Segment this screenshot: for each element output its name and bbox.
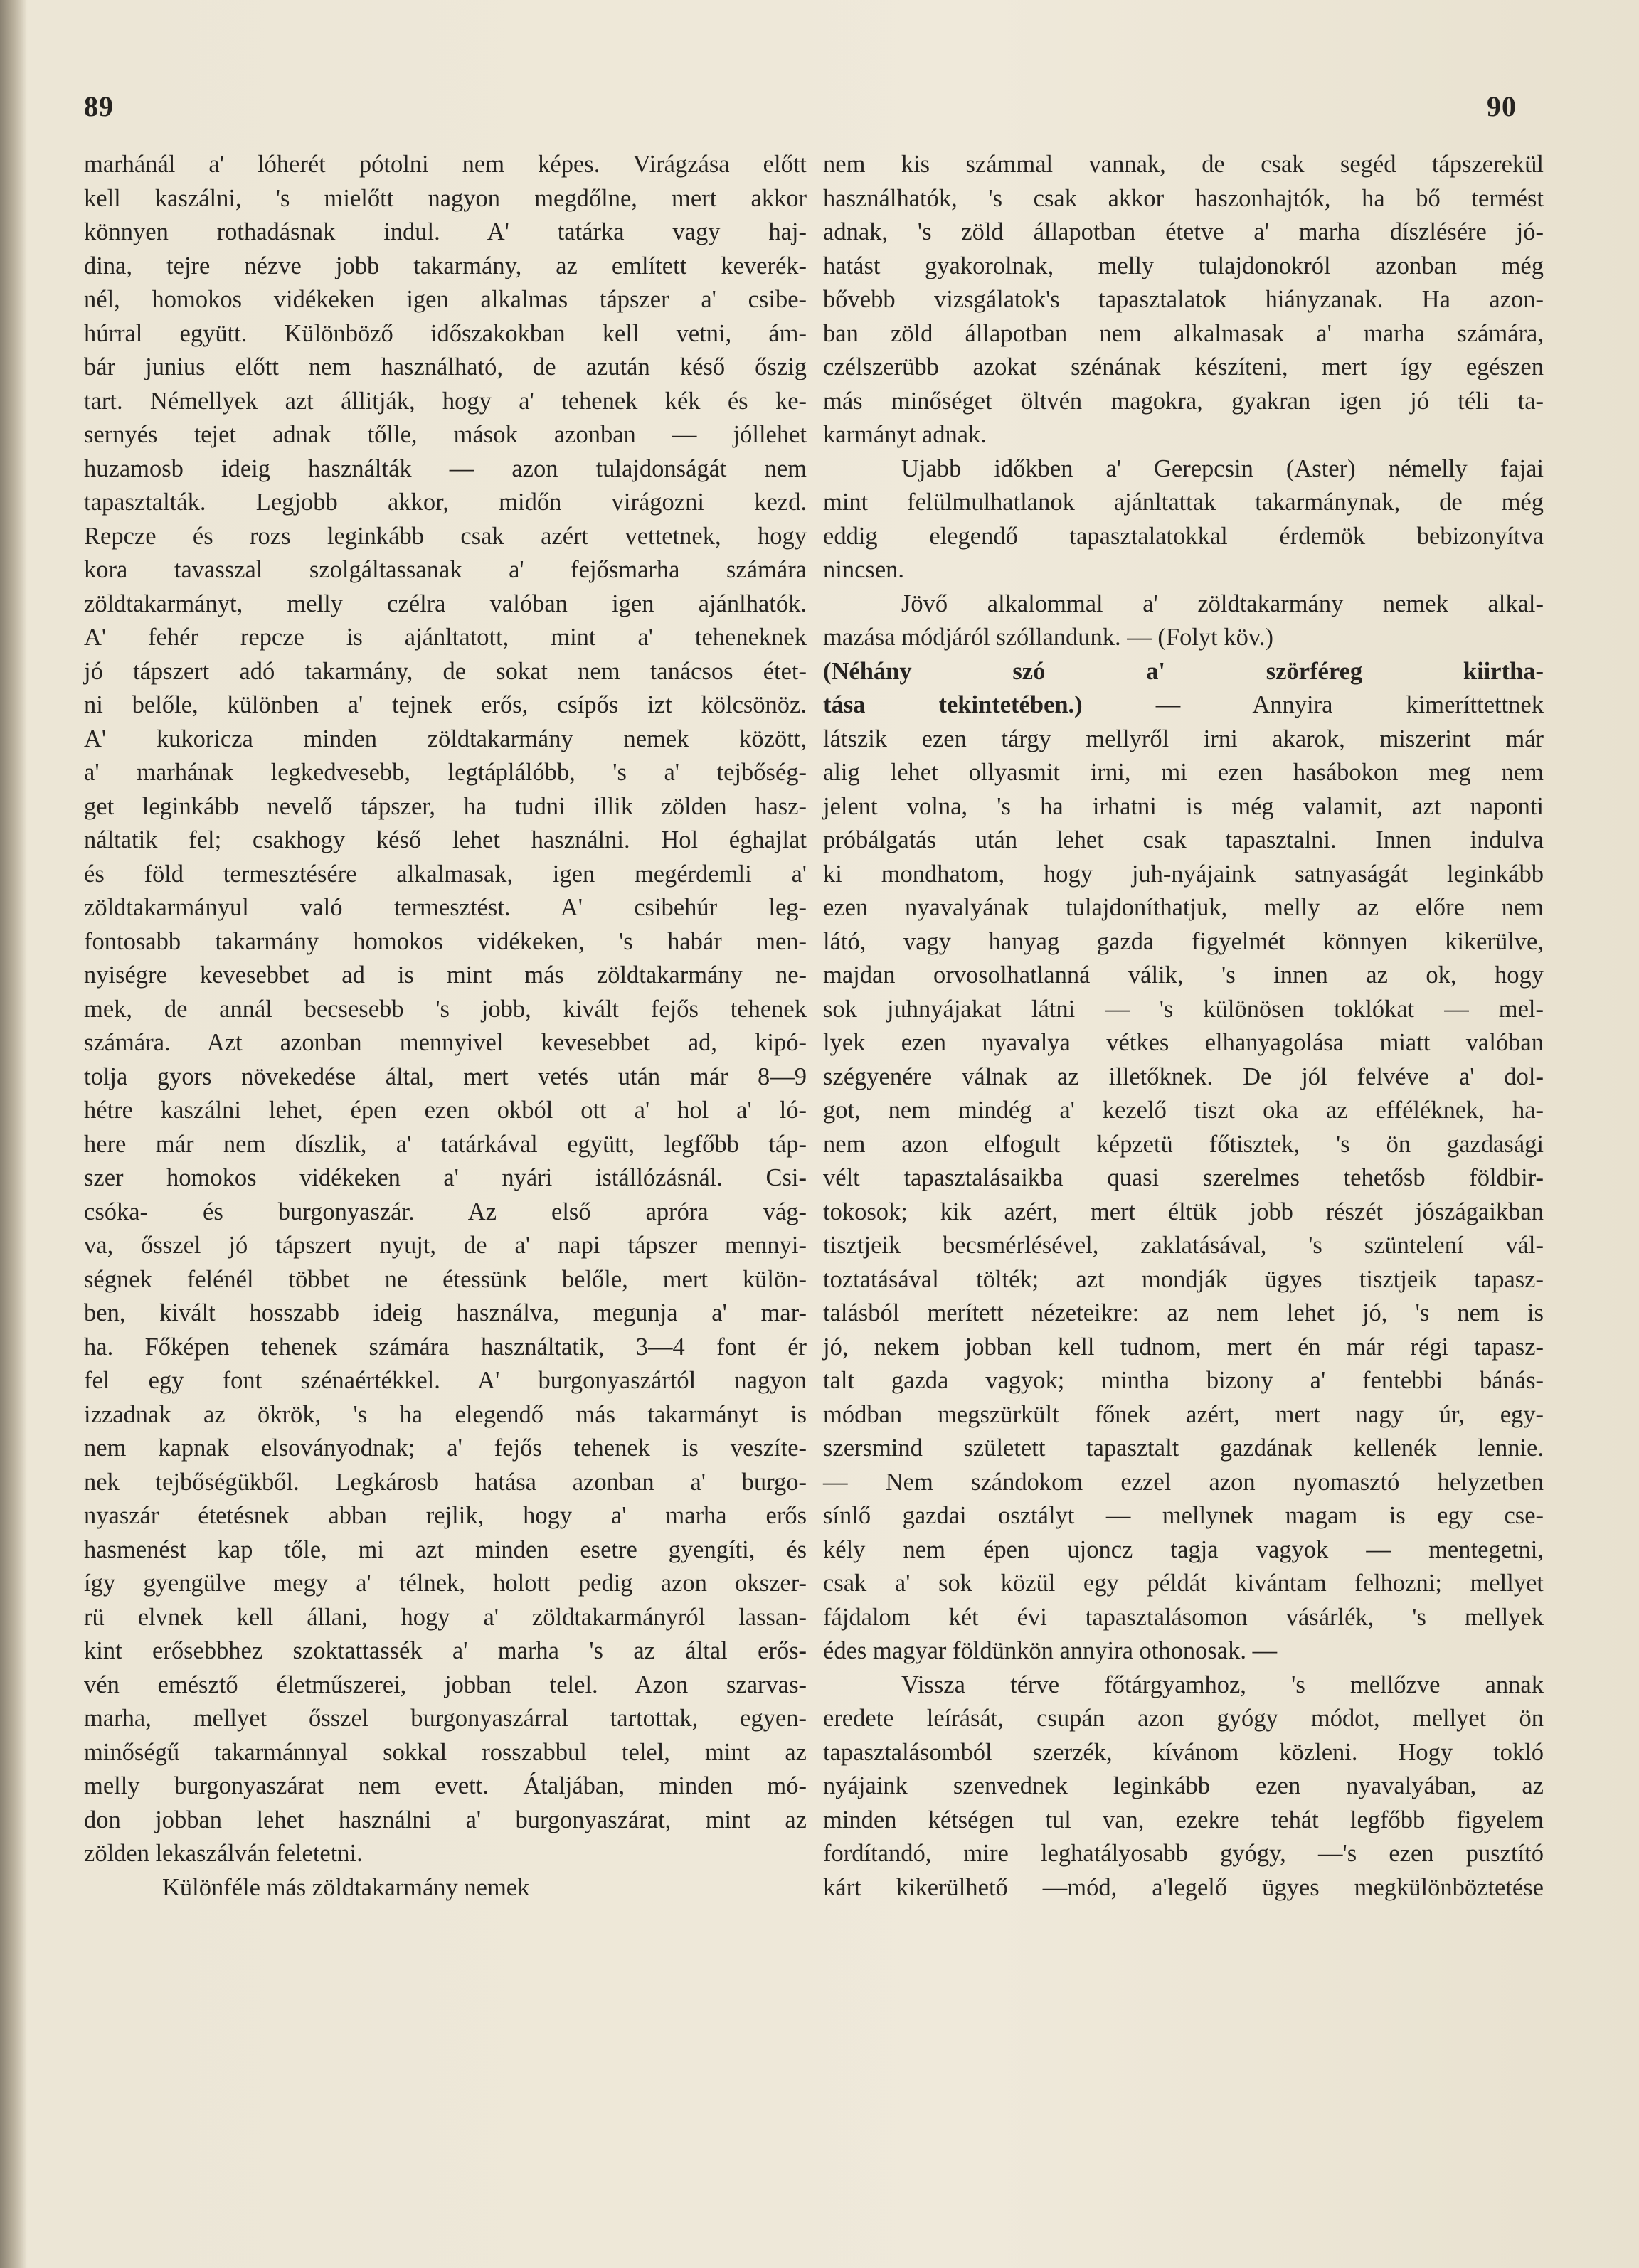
text-line: czélszerübb azokat szénának készíteni, mert így egészen — [823, 353, 1544, 380]
text-line: mint felülmulhatlanok ajánltattak takarmánynak, de még — [823, 489, 1544, 516]
text-line: dina, tejre nézve jobb takarmány, az említett keverék- — [84, 252, 807, 279]
text-line: nyájaink szenvednek leginkább ezen nyavalyában, az — [823, 1772, 1544, 1799]
text-line: Vissza térve főtárgyamhoz, 's mellőzve annak — [901, 1671, 1544, 1698]
text-line: talt gazda vagyok; mintha bizony a' fentebbi bánás- — [823, 1367, 1544, 1394]
text-line: hatást gyakorolnak, melly tulajdonokról azonban még — [823, 252, 1544, 279]
text-line: zöldtakarmányt, melly czélra valóban igen ajánlhatók. — [84, 590, 807, 617]
text-line: nél, homokos vidékeken igen alkalmas tápszer a' csibe- — [84, 286, 807, 313]
text-line: nem azon elfogult képzetü főtisztek, 's ön gazdasági — [823, 1130, 1544, 1158]
text-line: a' marhának legkedvesebb, legtáplálóbb, 's a' tejbőség- — [84, 759, 807, 786]
text-line: A' fehér repcze is ajánltatott, mint a' teheneknek — [84, 624, 807, 651]
text-line: tása tekintetében.) — Annyira kimeríttettnek — [823, 691, 1544, 718]
text-line: kell kaszálni, 's mielőtt nagyon megdőlne, mert akkor — [84, 184, 807, 212]
text-line: vén emésztő életműszerei, jobban telel. Azon szarvas- — [84, 1671, 807, 1698]
text-line: nyiségre kevesebbet ad is mint más zöldtakarmány ne- — [84, 962, 807, 989]
text-line: szersmind született tapasztalt gazdának kellenék lennie. — [823, 1434, 1544, 1462]
text-line: fel egy font szénaértékkel. A' burgonyaszártól nagyon — [84, 1367, 807, 1394]
text-line: Repcze és rozs leginkább csak azért vettetnek, hogy — [84, 522, 807, 550]
text-line: tapasztalták. Legjobb akkor, midőn virágozni kezd. — [84, 489, 807, 516]
text-line: ségnek felénél többet ne étessünk belőle, mert külön- — [84, 1265, 807, 1293]
text-line: huzamosb ideig használták — azon tulajdonságát nem — [84, 454, 807, 482]
text-line: jelent volna, 's ha irhatni is még valamit, azt naponti — [823, 792, 1544, 820]
text-line: számára. Azt azonban mennyivel kevesebbet ad, kipó- — [84, 1029, 807, 1056]
text-line: marhánál a' lóherét pótolni nem képes. Virágzása előtt — [84, 151, 807, 178]
text-line: Különféle más zöldtakarmány nemek — [162, 1873, 530, 1901]
text-line: eredete leírását, csupán azon gyógy módot, mellyet ön — [823, 1705, 1544, 1732]
text-line: — Nem szándokom ezzel azon nyomasztó helyzetben — [823, 1468, 1544, 1496]
article-heading: tása tekintetében.) — [823, 691, 1083, 718]
text-line: így gyengülve megy a' télnek, holott pedig azon okszer- — [84, 1570, 807, 1597]
binding-shadow — [0, 0, 27, 2268]
text-line: A' kukoricza minden zöldtakarmány nemek között, — [84, 725, 807, 752]
text-line: minden kétségen tul van, ezekre tehát legfőbb figyelem — [823, 1806, 1544, 1833]
text-line: marha, mellyet ősszel burgonyaszárral tartottak, egyen- — [84, 1705, 807, 1732]
text-line: eddig elegendő tapasztalatokkal érdemök bebizonyítva — [823, 522, 1544, 550]
text-line: használhatók, 's csak akkor haszonhajtók, ha bő termést — [823, 184, 1544, 212]
text-line: és föld termesztésére alkalmasak, igen megérdemli a' — [84, 860, 807, 888]
text-line: hasmenést kap tőle, mi azt minden esetre gyengíti, és — [84, 1535, 807, 1563]
text-line: ni belőle, különben a' tejnek erős, csípős izt kölcsönöz. — [84, 691, 807, 718]
text-line: talásból merített nézeteikre: az nem lehet jó, 's nem is — [823, 1299, 1544, 1326]
text-line: kárt kikerülhető —mód, a'legelő ügyes megkülönböztetése — [823, 1873, 1544, 1901]
text-line: sok juhnyájakat látni — 's különösen toklókat — mel- — [823, 995, 1544, 1023]
text-line: nek tejbőségükből. Legkárosb hatása azonban a' burgo- — [84, 1468, 807, 1496]
text-line: tapasztalásomból szerzék, kívánom közleni. Hogy tokló — [823, 1738, 1544, 1766]
text-line: szégyenére válnak az illetőknek. De jól felvéve a' dol- — [823, 1063, 1544, 1090]
text-line: here már nem díszlik, a' tatárkával együtt, legfőbb táp- — [84, 1130, 807, 1158]
text-line: ben, kivált hosszabb ideig használva, megunja a' mar- — [84, 1299, 807, 1326]
page-number-right: 90 — [1487, 90, 1517, 122]
text-line: bár junius előtt nem használható, de azután késő őszig — [84, 353, 807, 380]
text-line: tolja gyors növekedése által, mert vetés után már 8—9 — [84, 1063, 807, 1090]
text-line: tisztjeik becsmérlésével, zaklatásával, 's szüntelení vál- — [823, 1232, 1544, 1259]
text-line: sernyés tejet adnak tőlle, mások azonban — jóllehet — [84, 421, 807, 448]
text-line: karmányt adnak. — [823, 421, 987, 448]
text-line: próbálgatás után lehet csak tapasztalni. Innen indulva — [823, 826, 1544, 853]
text-line: alig lehet ollyasmit irni, mi ezen hasábokon meg nem — [823, 759, 1544, 786]
text-line: adnak, 's zöld állapotban étetve a' marha díszlésére jó- — [823, 218, 1544, 245]
text-line: húrral együtt. Különböző időszakokban kell vetni, ám- — [84, 319, 807, 347]
text-line: Jövő alkalommal a' zöldtakarmány nemek alkal- — [901, 590, 1544, 617]
text-line: látszik ezen tárgy mellyről irni akarok, miszerint már — [823, 725, 1544, 752]
text-line: nincsen. — [823, 556, 905, 583]
text-line: fordítandó, mire leghatályosabb gyógy, —'s ezen pusztító — [823, 1840, 1544, 1867]
text-line: jó, nekem jobban kell tudnom, mert én már régi tapasz- — [823, 1333, 1544, 1361]
text-line: mek, de annál becsesebb 's jobb, kivált fejős tehenek — [84, 995, 807, 1023]
text-line: más minőséget öltvén magokra, gyakran igen jó téli ta- — [823, 387, 1544, 415]
text-line: got, nem mindég a' kezelő tiszt oka az efféléknek, ha- — [823, 1097, 1544, 1124]
text-line: zölden lekaszálván feletetni. — [84, 1840, 363, 1867]
text-line: lyek ezen nyavalya vétkes elhanyagolása miatt valóban — [823, 1029, 1544, 1056]
text-line: kint erősebbhez szoktattassék a' marha 's az által erős- — [84, 1637, 807, 1664]
text-line: zöldtakarmányul való termesztést. A' csibehúr leg- — [84, 894, 807, 921]
text-line: szer homokos vidékeken a' nyári istállózásnál. Csi- — [84, 1164, 807, 1191]
text-line: látó, vagy hanyag gazda figyelmét könnyen kikerülve, — [823, 927, 1544, 955]
text-line: ha. Főképen tehenek számára használtatik, 3—4 font ér — [84, 1333, 807, 1361]
text-line: náltatik fel; csakhogy késő lehet használni. Hol éghajlat — [84, 826, 807, 853]
text-line: csak a' sok közül egy példát kivántam felhozni; mellyet — [823, 1570, 1544, 1597]
text-line: kora tavasszal szolgáltassanak a' fejősmarha számára — [84, 556, 807, 583]
text-line: sínlő gazdai osztályt — mellynek magam is egy cse- — [823, 1502, 1544, 1529]
text-line: nem kapnak elsoványodnak; a' fejős tehenek is veszíte- — [84, 1434, 807, 1462]
text-line: toztatásával tölték; azt mondják ügyes tisztjeik tapasz- — [823, 1265, 1544, 1293]
text-line: majdan orvosolhatlanná válik, 's innen az ok, hogy — [823, 962, 1544, 989]
text-line: könnyen rothadásnak indul. A' tatárka vagy haj- — [84, 218, 807, 245]
text-line: don jobban lehet használni a' burgonyaszárat, mint az — [84, 1806, 807, 1833]
text-line: vélt tapasztalásaikba quasi szerelmes tehetősb földbir- — [823, 1164, 1544, 1191]
text-line: ki mondhatom, hogy juh-nyájaink satnyaságát leginkább — [823, 860, 1544, 888]
text-line: tokosok; kik azért, mert éltük jobb részét jószágaikban — [823, 1198, 1544, 1225]
right-column — [823, 148, 1544, 1905]
text-line: ban zöld állapotban nem alkalmasak a' marha számára, — [823, 319, 1544, 347]
text-line: melly burgonyaszárat nem evett. Átaljában, minden mó- — [84, 1772, 807, 1799]
article-heading: (Néhány szó a' szörféreg kiirtha- — [823, 657, 1544, 685]
text-line: Ujabb időkben a' Gerepcsin (Aster) némelly fajai — [901, 454, 1544, 482]
text-line: kély nem épen ujoncz tagja vagyok — mentegetni, — [823, 1535, 1544, 1563]
text-line: édes magyar földünkön annyira othonosak. — — [823, 1637, 1278, 1664]
text-line: módban megszürkült főnek azért, mert nagy úr, egy- — [823, 1400, 1544, 1428]
text-line: nyaszár étetésnek abban rejlik, hogy a' marha erős — [84, 1502, 807, 1529]
page-number-left: 89 — [84, 90, 114, 122]
text-line: hétre kaszálni lehet, épen ezen okból ott a' hol a' ló- — [84, 1097, 807, 1124]
text-line: bővebb vizsgálatok's tapasztalatok hiányzanak. Ha azon- — [823, 286, 1544, 313]
left-column — [84, 148, 807, 1905]
text-line — [823, 655, 1544, 689]
text-line: nem kis számmal vannak, de csak segéd tápszerekül — [823, 151, 1544, 178]
text-line: get leginkább nevelő tápszer, ha tudni illik zölden hasz- — [84, 792, 807, 820]
text-line: minőségű takarmánnyal sokkal rosszabbul telel, mint az — [84, 1738, 807, 1766]
text-line: fontosabb takarmány homokos vidékeken, 's habár men- — [84, 927, 807, 955]
text-line: ezen nyavalyának tulajdoníthatjuk, melly az előre nem — [823, 894, 1544, 921]
text-line: rü elvnek kell állani, hogy a' zöldtakarmányról lassan- — [84, 1603, 807, 1631]
text-line: fájdalom két évi tapasztalásomon vásárlék, 's mellyek — [823, 1603, 1544, 1631]
text-line: va, ősszel jó tápszert nyujt, de a' napi tápszer mennyi- — [84, 1232, 807, 1259]
text-line: tart. Némellyek azt állitják, hogy a' tehenek kék és ke- — [84, 387, 807, 415]
text-line: jó tápszert adó takarmány, de sokat nem tanácsos étet- — [84, 657, 807, 685]
text-line: mazása módjáról szóllandunk. — (Folyt köv.) — [823, 624, 1274, 651]
text-line: csóka- és burgonyaszár. Az első apróra vág- — [84, 1198, 807, 1225]
text-line: izzadnak az ökrök, 's ha elegendő más takarmányt is — [84, 1400, 807, 1428]
